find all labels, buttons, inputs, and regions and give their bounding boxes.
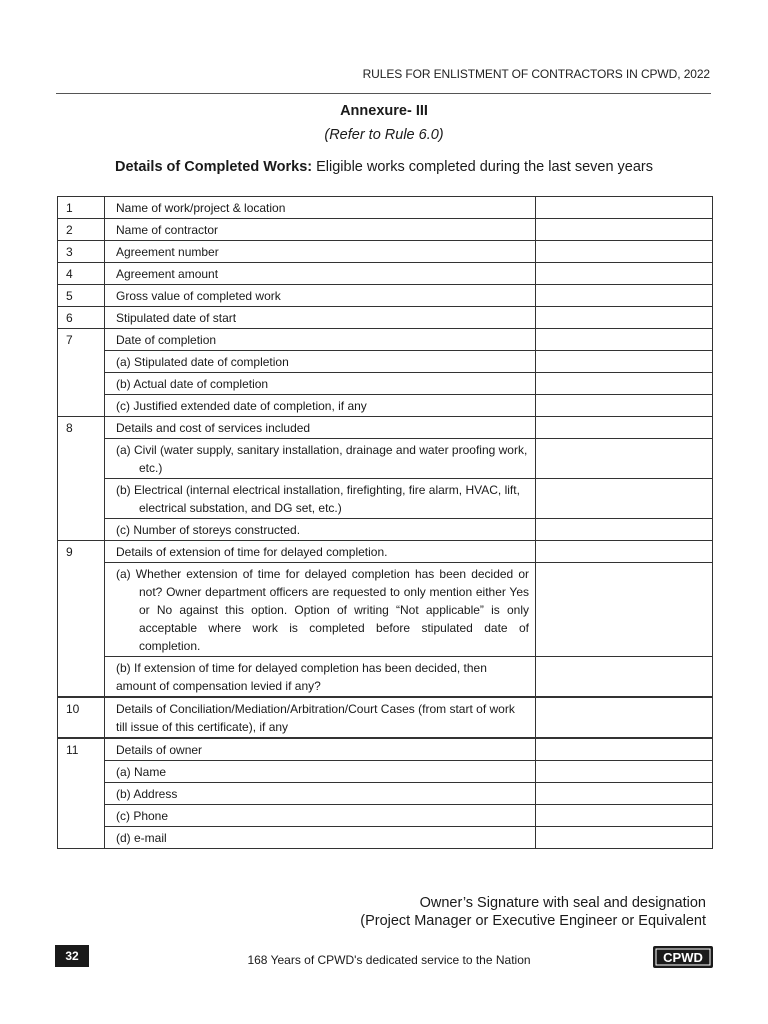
row-item: (b) If extension of time for delayed completion has been decided, then amount of compensation levied if any?	[105, 657, 536, 698]
table-row	[58, 738, 713, 761]
row-item: Details of extension of time for delayed completion.	[105, 541, 536, 563]
row-item: Date of completion	[105, 329, 536, 351]
row-item: (b) Actual date of completion	[105, 373, 536, 395]
row-number	[58, 761, 105, 783]
row-number	[58, 373, 105, 395]
row-item: (b) Address	[105, 783, 536, 805]
row-number	[58, 783, 105, 805]
annexure-heading-rest: Eligible works completed during the last seven years	[312, 159, 654, 175]
table-row	[58, 285, 713, 307]
row-number: 11	[58, 738, 105, 761]
row-number	[58, 805, 105, 827]
row-entry-cell[interactable]	[536, 805, 713, 827]
row-entry-cell[interactable]	[536, 827, 713, 849]
row-item: Details of Conciliation/Mediation/Arbitration/Court Cases (from start of work till issue of this certificate), if any	[105, 697, 536, 738]
row-number: 7	[58, 329, 105, 351]
row-item	[105, 439, 536, 479]
row-entry-cell[interactable]	[536, 783, 713, 805]
row-item-text: (a) Civil (water supply, sanitary installation, drainage and water proofing work, etc.)	[116, 443, 528, 475]
row-entry-cell[interactable]	[536, 351, 713, 373]
row-number	[58, 439, 105, 479]
table-row	[58, 541, 713, 563]
row-number	[58, 479, 105, 519]
row-entry-cell[interactable]	[536, 519, 713, 541]
row-item: (c) Number of storeys constructed.	[105, 519, 536, 541]
table-row	[58, 241, 713, 263]
page-number: 32	[55, 945, 89, 967]
row-entry-cell[interactable]	[536, 657, 713, 698]
table-row	[58, 197, 713, 219]
row-number: 10	[58, 697, 105, 738]
row-number	[58, 657, 105, 698]
row-entry-cell[interactable]	[536, 263, 713, 285]
table-row	[58, 351, 713, 373]
table-row	[58, 439, 713, 479]
table-row	[58, 219, 713, 241]
row-item: Details and cost of services included	[105, 417, 536, 439]
row-item: (c) Justified extended date of completion, if any	[105, 395, 536, 417]
logo-text: CPWD	[663, 950, 703, 965]
row-number: 5	[58, 285, 105, 307]
row-entry-cell[interactable]	[536, 395, 713, 417]
table-row	[58, 263, 713, 285]
table-row	[58, 329, 713, 351]
signature-designation: (Project Manager or Executive Engineer or Equivalent	[360, 913, 706, 929]
row-item	[105, 479, 536, 519]
table-row	[58, 417, 713, 439]
row-number: 6	[58, 307, 105, 329]
row-entry-cell[interactable]	[536, 241, 713, 263]
row-item-text: (b) Electrical (internal electrical installation, firefighting, fire alarm, HVAC, lift, electrical substation, and DG set, etc.)	[116, 483, 520, 515]
row-entry-cell[interactable]	[536, 563, 713, 657]
row-number	[58, 519, 105, 541]
annexure-heading	[0, 159, 768, 175]
row-item: Gross value of completed work	[105, 285, 536, 307]
row-item: Agreement amount	[105, 263, 536, 285]
row-number: 1	[58, 197, 105, 219]
table-row	[58, 657, 713, 698]
row-item: Name of contractor	[105, 219, 536, 241]
row-entry-cell[interactable]	[536, 219, 713, 241]
row-item: Name of work/project & location	[105, 197, 536, 219]
row-entry-cell[interactable]	[536, 373, 713, 395]
row-item: Stipulated date of start	[105, 307, 536, 329]
row-number: 9	[58, 541, 105, 563]
row-entry-cell[interactable]	[536, 697, 713, 738]
row-entry-cell[interactable]	[536, 285, 713, 307]
row-entry-cell[interactable]	[536, 417, 713, 439]
row-item	[105, 563, 536, 657]
signature-line: Owner’s Signature with seal and designation	[419, 895, 706, 911]
cpwd-logo	[653, 946, 713, 968]
footer-text: 168 Years of CPWD's dedicated service to the Nation	[247, 953, 531, 967]
row-item: (a) Stipulated date of completion	[105, 351, 536, 373]
running-header: RULES FOR ENLISTMENT OF CONTRACTORS IN CPWD, 2022	[362, 67, 710, 81]
row-number: 3	[58, 241, 105, 263]
completed-works-table	[57, 196, 713, 849]
row-number	[58, 395, 105, 417]
table-row	[58, 395, 713, 417]
table-row	[58, 563, 713, 657]
row-item: (a) Name	[105, 761, 536, 783]
annexure-title: Annexure- III	[340, 103, 428, 119]
table-row	[58, 479, 713, 519]
row-item: (d) e-mail	[105, 827, 536, 849]
row-number	[58, 563, 105, 657]
row-item: Agreement number	[105, 241, 536, 263]
row-entry-cell[interactable]	[536, 197, 713, 219]
annexure-reference: (Refer to Rule 6.0)	[324, 127, 444, 143]
table-row	[58, 827, 713, 849]
table-row	[58, 519, 713, 541]
row-entry-cell[interactable]	[536, 479, 713, 519]
row-entry-cell[interactable]	[536, 738, 713, 761]
row-item: Details of owner	[105, 738, 536, 761]
table-row	[58, 373, 713, 395]
row-number: 8	[58, 417, 105, 439]
table-row	[58, 761, 713, 783]
annexure-heading-bold: Details of Completed Works:	[114, 159, 313, 175]
table-row	[58, 307, 713, 329]
row-number	[58, 827, 105, 849]
table-row	[58, 805, 713, 827]
row-item: (c) Phone	[105, 805, 536, 827]
row-entry-cell[interactable]	[536, 761, 713, 783]
table-row	[58, 783, 713, 805]
row-number: 2	[58, 219, 105, 241]
row-number	[58, 351, 105, 373]
row-item-text: (a) Whether extension of time for delayed completion has been decided or not? Owner department officers are requested to only mention either Yes or No against this option. Option of writing “Not applicable” is only acceptable where work is completed before stipulated date of completion.	[116, 567, 529, 653]
row-entry-cell[interactable]	[536, 307, 713, 329]
row-number: 4	[58, 263, 105, 285]
row-entry-cell[interactable]	[536, 541, 713, 563]
header-rule	[56, 93, 711, 94]
row-entry-cell[interactable]	[536, 329, 713, 351]
table-row	[58, 697, 713, 738]
row-entry-cell[interactable]	[536, 439, 713, 479]
